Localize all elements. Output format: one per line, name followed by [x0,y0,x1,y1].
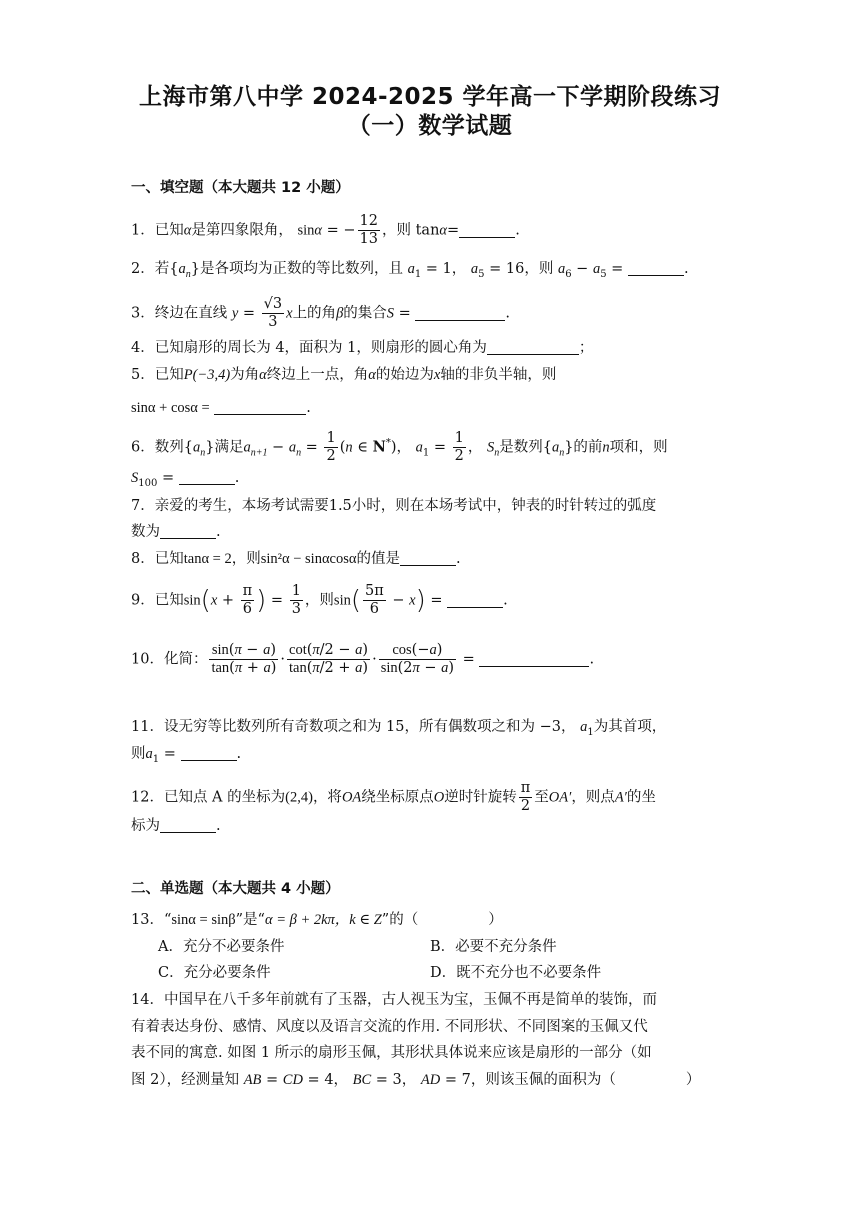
question-6-line2: $S_{100}$ = . [131,470,240,489]
question-11-line2: 则$a_1$ = . [131,746,242,765]
fraction-12-13: $\frac{12}{13}$ [359,213,378,247]
question-4: 4．已知扇形的周长为 4，面积为 1，则扇形的圆心角为 ； [131,340,594,356]
question-2: 2．若$\{a_n\}$是各项均为正数的等比数列，且 $a_1 = 1$， $a_5 = 16$，则 $a_6 - a_5$ = . [131,261,689,280]
answer-blank-6[interactable] [179,470,235,485]
answer-blank-8[interactable] [400,551,456,566]
question-5-line2: sinα + cosα = . [131,400,311,416]
page-title-line1: 上海市第八中学 2024-2025 学年高一下学期阶段练习 [138,84,722,110]
question-5: 5．已知P(−3,4)为角α终边上一点，角α的始边为x轴的非负半轴，则 [131,367,557,383]
question-14-line4: 图 2），经测量知 AB = CD = 4， BC = 3， AD = 7，则该玉佩的面积为（ ） [131,1072,701,1088]
fraction-sqrt3-3: $\frac{√3}{3}$ [263,296,283,330]
option-13-d[interactable]: D．既不充分也不必要条件 [430,965,602,981]
question-3: 3．终边在直线 y = $\frac{√3}{3}$ x上的角β的集合S = . [131,296,511,330]
page-title-line2: （一）数学试题 [347,113,513,139]
answer-blank-10[interactable] [479,652,589,667]
question-6: 6．数列$\{a_n\}$满足$a_{n+1} - a_n$ = $\frac{1}{2}$ (n ∈ N*)， $a_1$ = $\frac{1}{2}$ ， $S_n$是数列$\{a_n\}$的前n项和，则 [131,430,668,464]
option-13-b[interactable]: B．必要不充分条件 [430,939,557,955]
answer-blank-12[interactable] [160,818,216,833]
question-13: 13．“sinα = sinβ”是“α = β + 2kπ，k ∈ Z”的（ ） [131,912,503,928]
question-12-line2: 标为 . [131,818,221,834]
question-14-line1: 14．中国早在八千多年前就有了玉器，古人视玉为宝，玉佩不再是简单的装饰，而 [131,992,657,1008]
answer-blank-5[interactable] [214,400,306,415]
question-7: 7．亲爱的考生，本场考试需要1.5小时，则在本场考试中，钟表的时针转过的弧度 [131,498,657,514]
option-13-a[interactable]: A．充分不必要条件 [158,939,285,955]
question-12: 12．已知点 A 的坐标为(2,4)，将OA绕坐标原点O逆时针旋转 $\frac{\pi}{2}$ 至OA′，则点A′的坐 [131,780,656,814]
section-heading-fill-blank: 一、填空题（本大题共 12 小题） [131,180,350,196]
question-11: 11．设无穷等比数列所有奇数项之和为 15，所有偶数项之和为 −3， $a_1$为其首项， [131,719,667,738]
question-8: 8．已知tanα = 2，则sin²α − sinαcosα的值是 . [131,551,461,567]
answer-blank-4[interactable] [487,340,579,355]
question-14-line2: 有着表达身份、感情、风度以及语言交流的作用. 不同形状、不同图案的玉佩又代 [131,1019,648,1035]
answer-blank-11[interactable] [181,746,237,761]
question-1: 1．已知α是第四象限角， sinα = − $\frac{12}{13}$ ，则 tanα= . [131,213,520,247]
answer-blank-1[interactable] [459,223,515,238]
question-14-line3: 表不同的寓意. 如图 1 所示的扇形玉佩，其形状具体说来应该是扇形的一部分（如 [131,1045,652,1061]
option-13-c[interactable]: C．充分必要条件 [158,965,271,981]
answer-blank-3[interactable] [415,306,505,321]
question-9: 9．已知sin(x + $\frac{\pi}{6}$ ) = $\frac{1}{3}$ ，则sin( $\frac{5\pi}{6}$ − x) = . [131,583,508,617]
answer-blank-2[interactable] [628,261,684,276]
question-10: 10．化简： $\frac{\sin(\pi - a)}{\tan(\pi + a)}$ · $\frac{\cot(\pi/2 - a)}{\tan(\pi/2 + a)}$ · $\frac{\cos(-a)}{\sin(2\pi - a)}$ = . [131,642,595,676]
question-7-line2: 数为 . [131,524,221,540]
section-heading-single-choice: 二、单选题（本大题共 4 小题） [131,881,340,897]
answer-blank-7[interactable] [160,524,216,539]
answer-blank-9[interactable] [447,593,503,608]
